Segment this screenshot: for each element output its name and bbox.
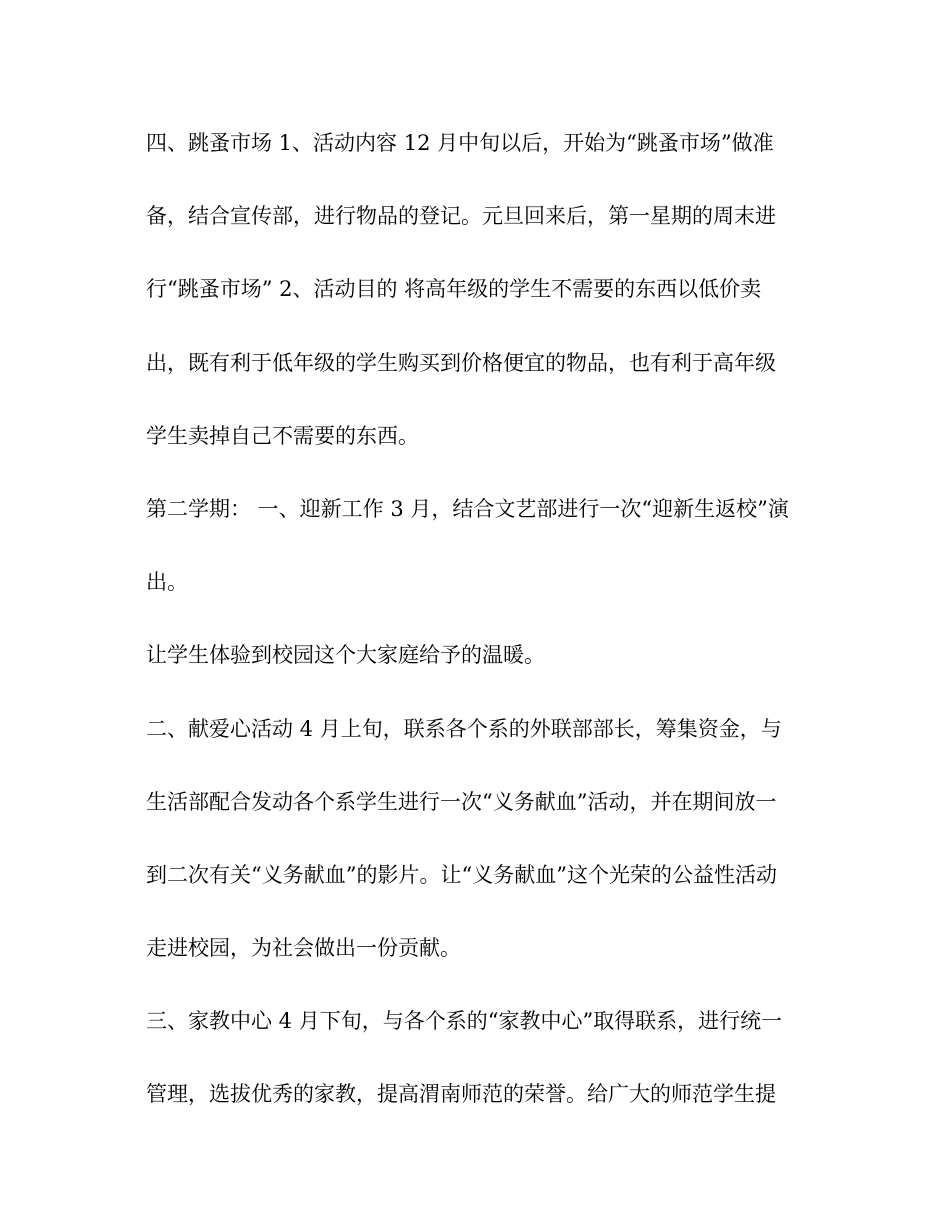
paragraph-line: 备，结合宣传部，进行物品的登记。元旦回来后，第一星期的周末进 (146, 204, 776, 229)
paragraph-line: 出，既有利于低年级的学生购买到价格便宜的物品，也有利于高年级 (146, 350, 776, 375)
paragraph-line: 四、跳蚤市场 1、活动内容 12 月中旬以后，开始为“跳蚤市场”做准 (146, 131, 774, 155)
paragraph-line: 三、家教中心 4 月下旬，与各个系的“家教中心”取得联系，进行统一 (146, 1009, 783, 1034)
paragraph-line: 走进校园，为社会做出一份贡献。 (146, 936, 461, 961)
paragraph-line: 到二次有关“义务献血”的影片。让“义务献血”这个光荣的公益性活动 (146, 862, 777, 887)
paragraph-line: 生活部配合发动各个系学生进行一次“义务献血”活动，并在期间放一 (146, 789, 777, 814)
paragraph-line: 第二学期： 一、迎新工作 3 月，结合文艺部进行一次“迎新生返校”演 (146, 496, 789, 521)
paragraph-line: 二、献爱心活动 4 月上旬，联系各个系的外联部部长，筹集资金，与 (146, 716, 782, 741)
paragraph-line: 行“跳蚤市场” 2、活动目的 将高年级的学生不需要的东西以低价卖 (146, 277, 762, 302)
paragraph-line: 学生卖掉自己不需要的东西。 (146, 423, 419, 448)
paragraph-line: 让学生体验到校园这个大家庭给予的温暖。 (146, 643, 545, 668)
paragraph-line: 出。 (146, 570, 188, 595)
paragraph-line: 管理，选拔优秀的家教，提高渭南师范的荣誉。给广大的师范学生提 (146, 1082, 776, 1107)
document-body (146, 121, 806, 1146)
